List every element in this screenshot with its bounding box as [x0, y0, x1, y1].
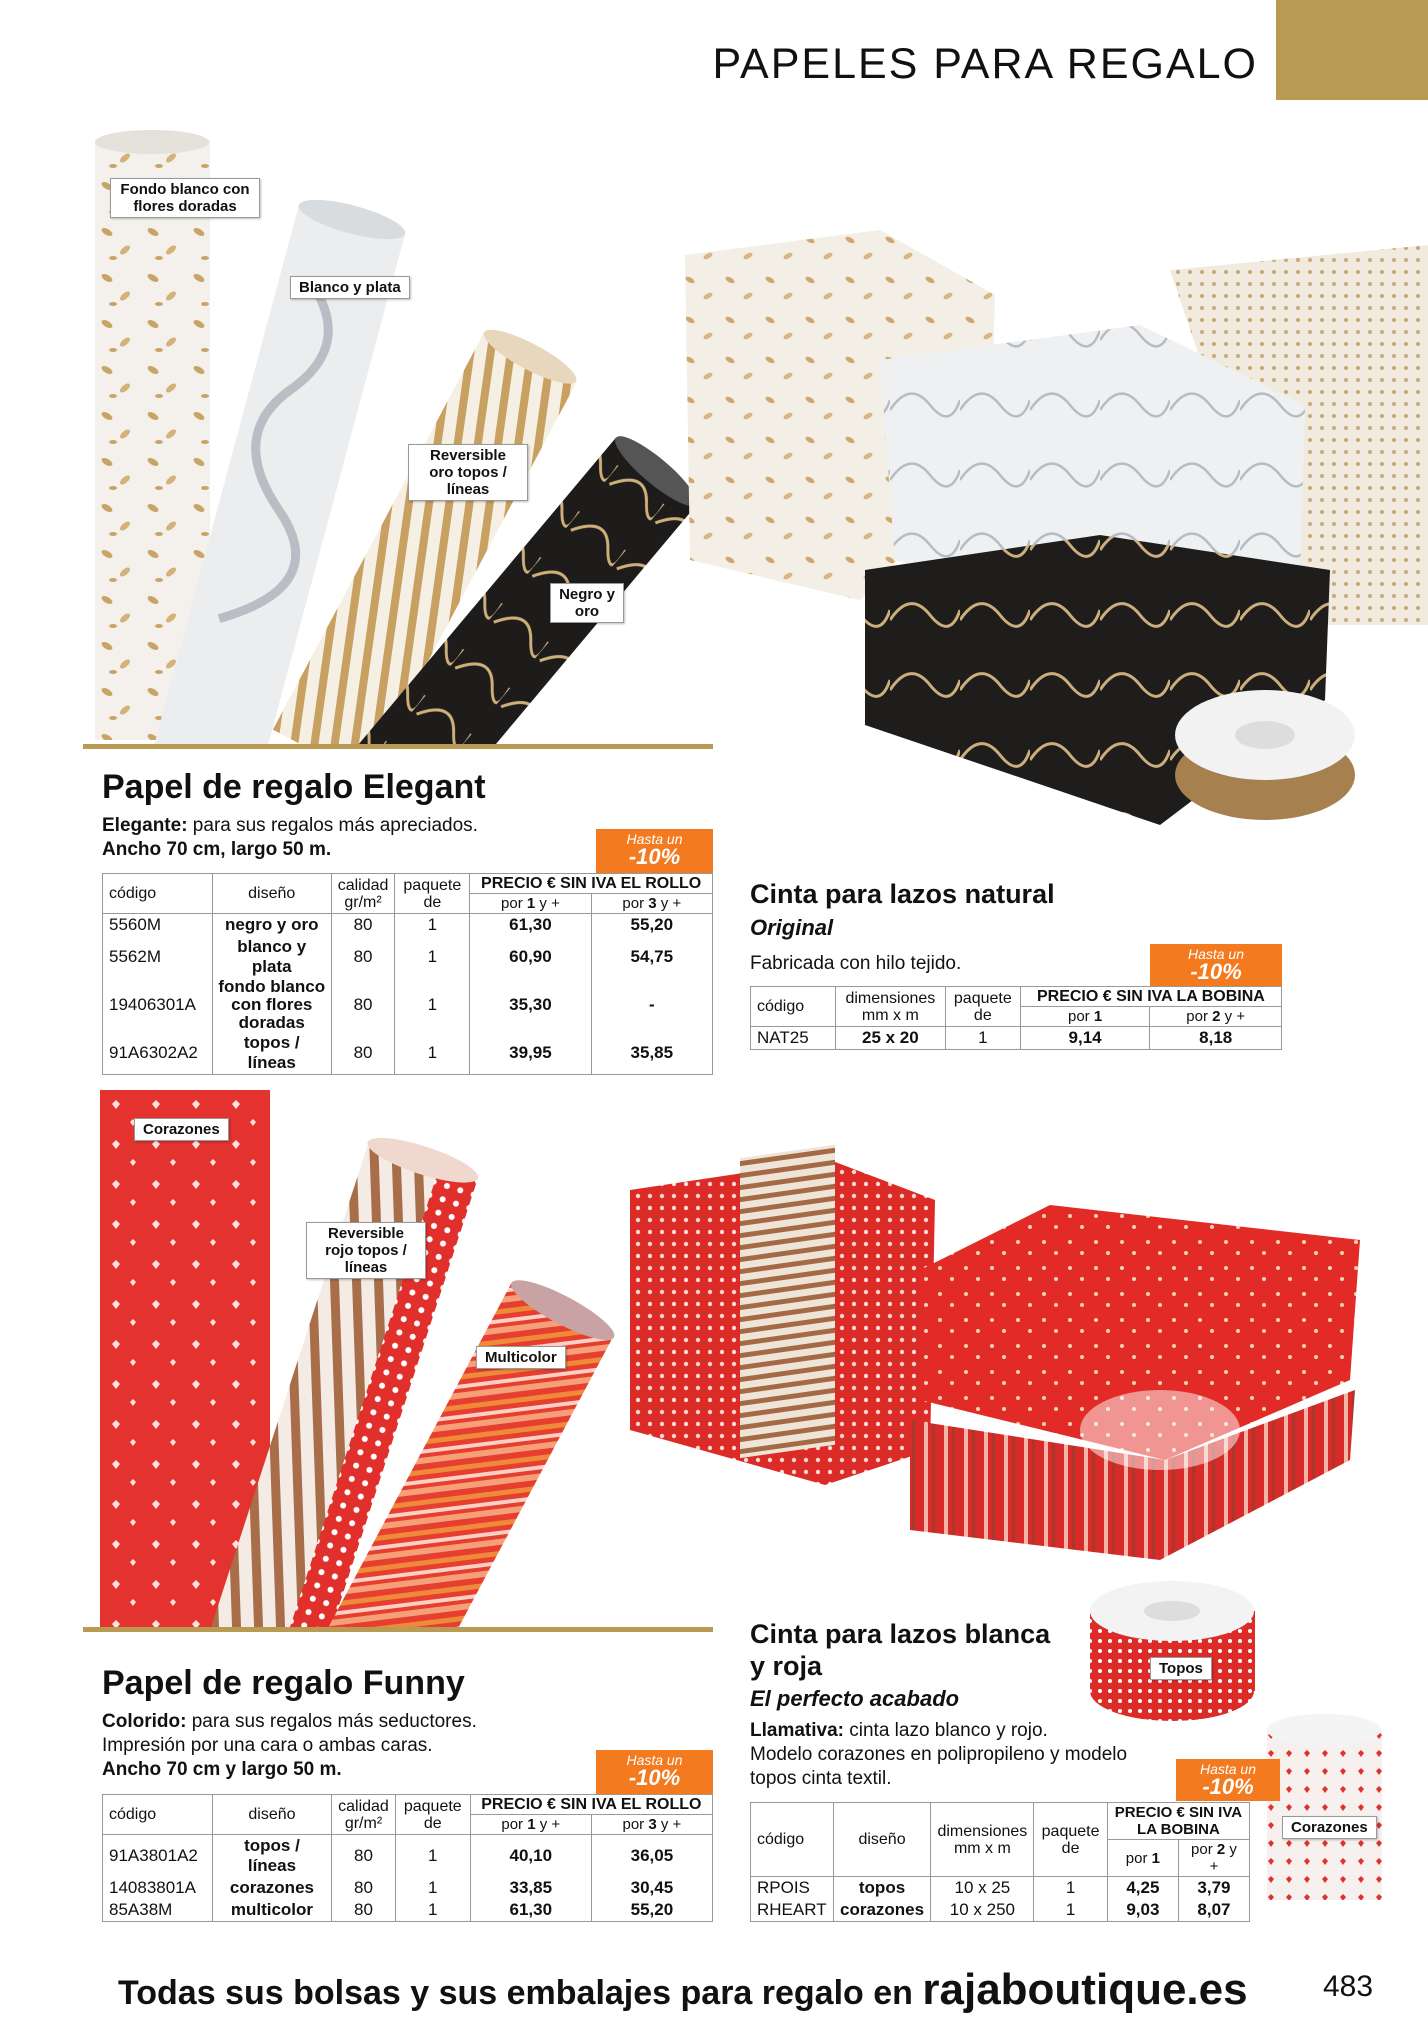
footer-banner [118, 1965, 1248, 2015]
th-paquete-de: de [423, 893, 442, 911]
th-precio: PRECIO € SIN IVA EL ROLLO [470, 874, 713, 894]
tag-negro-oro: Negro y oro [550, 583, 624, 623]
elegant-gold-rule [83, 744, 713, 749]
elegant-promo-badge [596, 829, 713, 873]
table-row: 19406301A fondo blanco con flores doradas 80 1 35,30 - [103, 978, 713, 1032]
blancaroja-desc2: Modelo corazones en polipropileno y modelo [750, 1744, 1128, 1765]
tag-topos: Topos [1150, 1657, 1212, 1680]
header-gold-tab [1276, 0, 1428, 100]
blancaroja-promo-badge: Hasta un -10% [1176, 1759, 1280, 1801]
elegant-boxes-photo [680, 230, 1428, 870]
natural-desc: Fabricada con hilo tejido. [750, 953, 962, 974]
blancaroja-desc: Llamativa: cinta lazo blanco y rojo. [750, 1720, 1048, 1741]
funny-promo-badge: Hasta un -10% [596, 1750, 713, 1794]
table-row: 5560M negro y oro 80 1 61,30 55,20 [103, 914, 713, 937]
page-title: PAPELES PARA REGALO [712, 40, 1258, 88]
funny-desc: Colorido: para sus regalos más seductores. [102, 1711, 477, 1732]
natural-title: Cinta para lazos natural [750, 879, 1055, 909]
elegant-desc-bold: Elegante: [102, 815, 188, 836]
corazones-ribbon-photo [1262, 1710, 1387, 1920]
table-row: RPOIS topos 10 x 25 1 4,25 3,79 [751, 1877, 1250, 1900]
th-por1: por 1 y + [470, 894, 591, 914]
elegant-desc [102, 814, 478, 838]
promo-line1: Hasta un [626, 831, 683, 847]
th-codigo: código [103, 874, 213, 914]
elegant-rolls-photo [95, 130, 715, 745]
table-row: RHEART corazones 10 x 250 1 9,03 8,07 [751, 1899, 1250, 1922]
funny-price-table: código diseño calidad gr/m² paquete de PRECIO € SIN IVA EL ROLLO por 1 y + por 3 y + 91A3801A2 topos / líneas 80 1 40,10 36,05 14083801A corazones 80 1 33,85 30,45 85A38M multicolor 80 1 61,30 55,20 [102, 1794, 713, 1922]
footer-site-link[interactable]: rajaboutique.es [922, 1965, 1248, 2014]
blancaroja-title: Cinta para lazos blanca y roja [750, 1619, 1051, 1681]
elegant-desc-text: para sus regalos más apreciados. [187, 815, 478, 836]
tag-corazones: Corazones [134, 1118, 229, 1141]
blancaroja-price-table: código diseño dimensiones mm x m paquete de PRECIO € SIN IVA LA BOBINA por 1 por 2 y + RPOIS topos 10 x 25 1 4,25 3,79 RHEART corazones 10 x 250 1 9,03 8,07 [750, 1802, 1250, 1922]
tag-blanco-plata: Blanco y plata [290, 276, 410, 299]
funny-gold-rule [83, 1627, 713, 1632]
tag-corazones-cinta: Corazones [1282, 1816, 1377, 1839]
table-header-row [103, 874, 713, 894]
th-paquete [395, 874, 470, 914]
funny-size: Ancho 70 cm y largo 50 m. [102, 1759, 342, 1780]
promo-line2: -10% [628, 844, 681, 869]
footer-text: Todas sus bolsas y sus embalajes para regalo en [118, 1974, 923, 2012]
th-por3: por 3 y + [591, 894, 712, 914]
table-row: 5562M blanco y plata 80 1 60,90 54,75 [103, 936, 713, 978]
elegant-size: Ancho 70 cm, largo 50 m. [102, 839, 332, 860]
th-calidad-label: calidad [337, 876, 389, 894]
funny-boxes-photo [620, 1130, 1428, 1570]
tag-reversible-rojo: Reversible rojo topos / líneas [306, 1222, 426, 1279]
natural-promo-badge: Hasta un -10% [1150, 944, 1282, 986]
page-number: 483 [1323, 1970, 1374, 2003]
funny-title: Papel de regalo Funny [102, 1664, 465, 1702]
th-diseno: diseño [212, 874, 331, 914]
th-calidad-unit: gr/m² [344, 893, 382, 911]
blancaroja-desc3: topos cinta textil. [750, 1768, 892, 1789]
table-row: 85A38M multicolor 80 1 61,30 55,20 [103, 1899, 713, 1922]
tag-multicolor: Multicolor [476, 1346, 566, 1369]
tag-fondo-blanco: Fondo blanco con flores doradas [110, 178, 260, 218]
funny-desc2: Impresión por una cara o ambas caras. [102, 1735, 433, 1756]
table-row: 91A3801A2 topos / líneas 80 1 40,10 36,05 [103, 1835, 713, 1878]
th-paquete-label: paquete [403, 876, 462, 894]
table-row: 91A6302A2 topos / líneas 80 1 39,95 35,85 [103, 1032, 713, 1075]
tag-reversible-oro: Reversible oro topos / líneas [408, 444, 528, 501]
natural-price-table: código dimensiones mm x m paquete de PRECIO € SIN IVA LA BOBINA por 1 por 2 y + NAT25 25 x 20 1 9,14 8,18 [750, 986, 1282, 1050]
elegant-price-table [102, 873, 713, 1075]
th-calidad [331, 874, 395, 914]
blancaroja-subtitle: El perfecto acabado [750, 1686, 960, 1711]
elegant-title: Papel de regalo Elegant [102, 768, 486, 806]
natural-subtitle: Original [750, 915, 834, 940]
topos-ribbon-photo [1085, 1566, 1270, 1726]
table-row: NAT25 25 x 20 1 9,14 8,18 [751, 1027, 1282, 1050]
table-row: 14083801A corazones 80 1 33,85 30,45 [103, 1877, 713, 1899]
